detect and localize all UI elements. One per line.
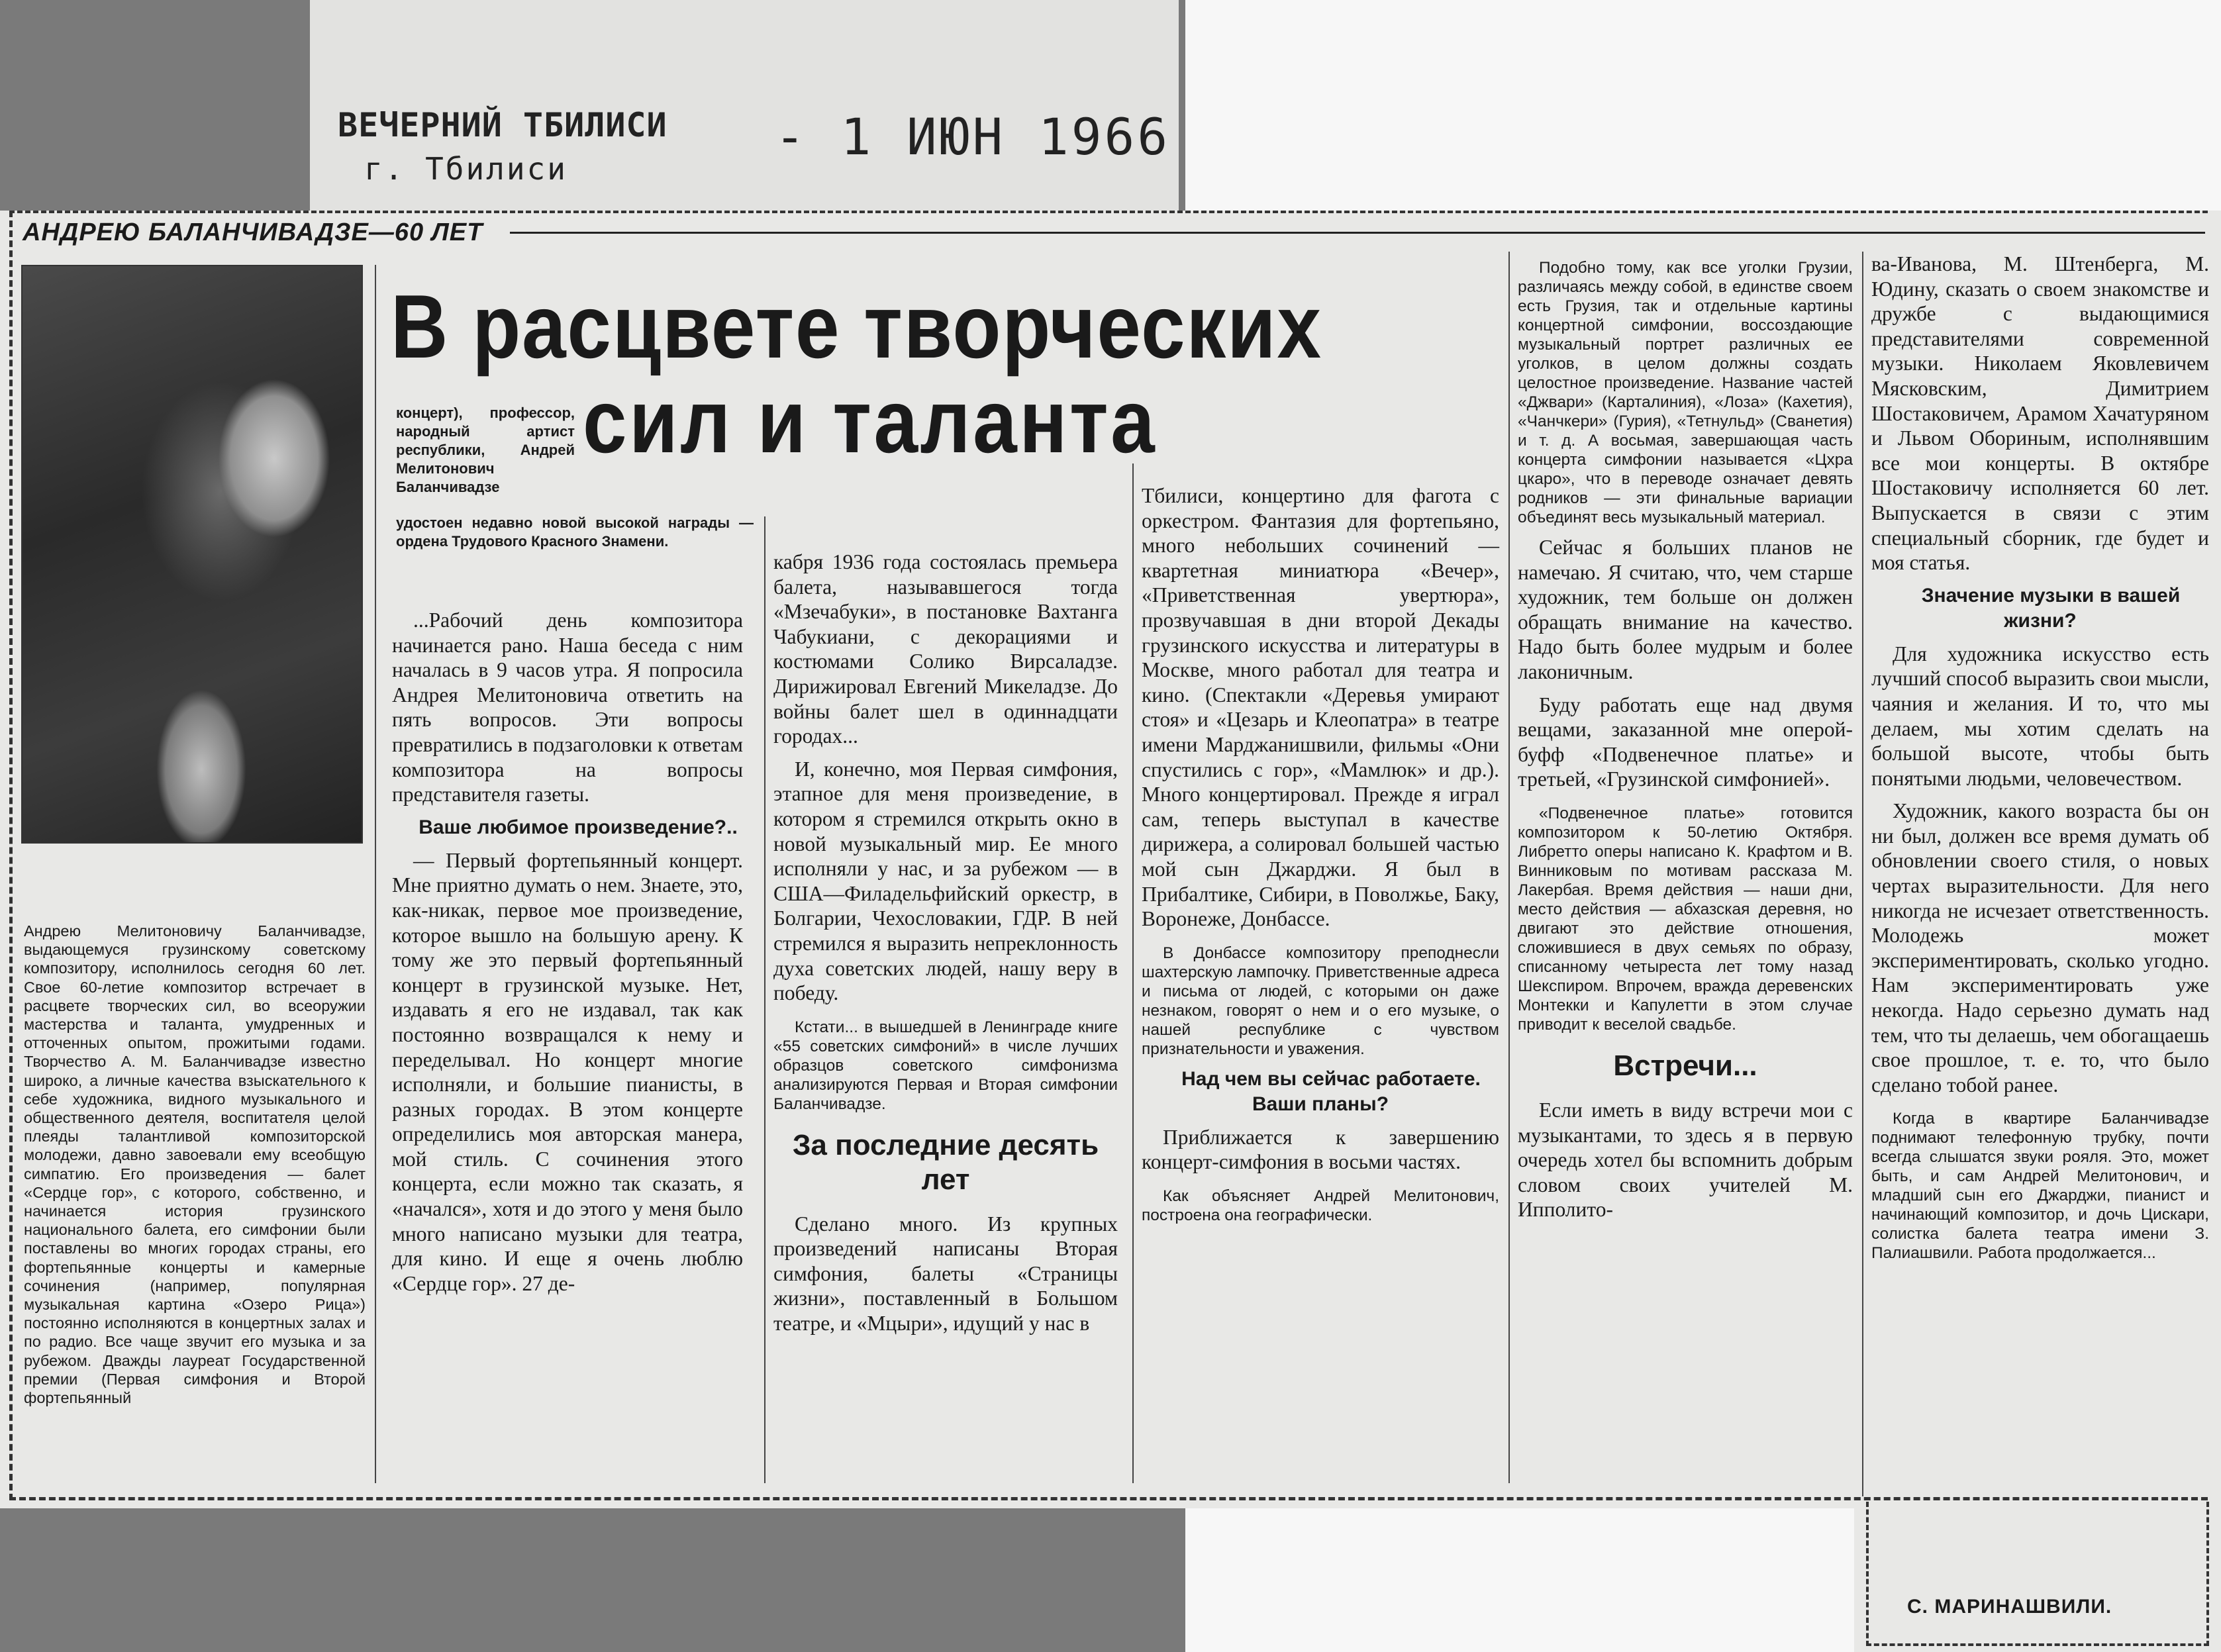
column-rule (1132, 463, 1134, 1483)
column-2 (773, 550, 1118, 1344)
column-3 (1142, 483, 1499, 1233)
author-signature: С. МАРИНАШВИЛИ. (1907, 1596, 2112, 1618)
col4-paragraph: Если иметь в виду встречи мои с музыкантами, то здесь я в первую очередь хотел бы вспомнить добрым словом своих учителей М. Ипполито- (1518, 1098, 1853, 1222)
section-heading: Встречи... (1613, 1049, 1757, 1082)
column-rule (1862, 252, 1863, 1496)
col2-paragraph: И, конечно, моя Первая симфония, этапное для меня произведение, в котором я стремился открыть окно в новой музыкальный мир. Ее много исполняли у нас, и за рубежом — в США—Филадельфийский оркестр, в Болгарии, Чехословакии, ГДР. В ней стремился я выразить непреклонность духа советских людей, нашу веру в победу. (773, 757, 1118, 1005)
question-heading: Ваше любимое произведение?.. (419, 816, 738, 838)
col4-paragraph: Буду работать еще над двумя вещами, заказанной мне оперой-буфф «Подвенечное платье» и третьей, «Грузинской симфонией». (1518, 693, 1853, 791)
stamp-city: г. Тбилиси (364, 151, 568, 187)
portrait-photo (21, 265, 363, 844)
section-heading: За последние десять лет (792, 1128, 1099, 1196)
col3-paragraph: Тбилиси, концертино для фагота с оркестром. Фантазия для фортепьяно, много небольших сочинений — квартетная миниатюра «Вечер», «Приветственная увертюра», прозвучавшая в дни второй Декады грузинского искусства и литературы в Москве, много работал для театра и кино. (Спектакли «Деревья умирают стоя» и «Цезарь и Клеопатра» в театре имени Марджанишвили, фильмы «Они спустились с гор», «Мамлюк» и др.). Много концертировал. Прежде я играл сам, теперь выступал в качестве дирижера, а солировал большей частью мой сын Джарджи. Я был в Прибалтике, Сибири, в Поволжье, Баку, Воронеже, Донбассе. (1142, 484, 1499, 931)
rubric-rule (510, 232, 2205, 234)
col5-paragraph: Для художника искусство есть лучший способ выразить свои мысли, чаяния и желания. И то, что мы делаем, мы хотим сделать на большой высоте, чтобы быть понятыми людьми, человечеством. (1871, 642, 2209, 790)
column-5 (1871, 252, 2209, 1271)
rubric: АНДРЕЮ БАЛАНЧИВАДЗЕ—60 ЛЕТ (23, 219, 483, 246)
col2-paragraph: кабря 1936 года состоялась премьера балета, называвшегося тогда «Мзечабуки», в постановке Вахтанга Чабукиани, с декорациями и костюмами Солико Вирсаладзе. Дирижировал Евгений Микеладзе. До войны балет шел в одиннадцати городах... (773, 550, 1118, 748)
col2-note: Кстати... в вышедшей в Ленинграде книге «55 советских симфоний» в числе лучших образцов советского симфонизма анализируются Первая и Вторая симфонии Баланчивадзе. (773, 1018, 1118, 1113)
column-rule (375, 265, 376, 1483)
question-heading: Над чем вы сейчас работаете. Ваши планы? (1181, 1067, 1481, 1115)
headline-line-1: В расцвете творческих (391, 276, 1322, 377)
lead-part-1: концерт), профессор, народный артист республики, Андрей Мелитонович Баланчивадзе (396, 405, 575, 495)
col5-paragraph: ва-Иванова, М. Штенберга, М. Юдину, сказать о своем знакомстве и дружбе с выдающимися представителями современной музыки. Николаем Яковлевичем Мясковским, Димитрием Шостаковичем, Арамом Хачатуряном и Львом Обориным, исполнявшим все мои концерты. В октябре Шостаковичу исполняется 60 лет. Выпускается в связи с этим специальный сборник, где будет и моя статья. (1871, 252, 2209, 575)
photo-caption: Андрею Мелитоновичу Баланчивадзе, выдающемуся грузинскому советскому композитору, исполнилось сегодня 60 лет. Свое 60-летие композитор встречает в расцвете творческих сил, во всеоружии мастерства и таланта, умудренных и отточенных опытом, прожитыми годами. Творчество А. М. Баланчивадзе известно широко, а личные качества взыскательного к себе художника, видного музыкального и общественного деятеля, воспитателя целой плеяды талантливой композиторской молодежи, давно завоевали ему всеобщую симпатию. Его произведения — балет «Сердце гор», с которого, собственно, и начинается история грузинского национального балета, его симфонии были поставлены во многих городах страны, его фортепьянные концерты и камерные сочинения (например, популярная музыкальная картина «Озеро Рица») постоянно исполняются в концертных залах и по радио. Все чаще звучит его музыка и за рубежом. Дважды лауреат Государственной премии (Первая симфония и Второй фортепьянный (24, 922, 366, 1407)
headline-line-2: сил и таланта (583, 371, 1158, 471)
col1-paragraph: — Первый фортепьянный концерт. Мне приятно думать о нем. Знаете, это, как-никак, первое мое произведение, которое вышло на большую арену. К тому же это первый фортепьянный концерт в грузинской музыке. Нет, издавать я его не издавал, так как постоянно возвращался к нему и переделывал. Но концерт многие исполняли, и большие пианисты, в разных городах. В этом концерте определились моя авторская манера, мой стиль. С сочинения этого концерта, если можно так сказать, я «начался», хотя и до этого у меня было много написано музыки для театра, для кино. И еще я очень люблю «Сердце гор». 27 де- (392, 848, 743, 1295)
column-rule (1508, 252, 1510, 1483)
col4-paragraph: Сейчас я больших планов не намечаю. Я считаю, что, чем старше художник, тем больше он должен обращать внимание на качество. Надо быть более мудрым и более лаконичным. (1518, 536, 1853, 683)
lead-part-2: удостоен недавно новой высокой награды — ордена Трудового Красного Знамени. (396, 514, 754, 550)
col1-paragraph: ...Рабочий день композитора начинается рано. Наша беседа с ним началась в 9 часов утра. Я попросила Андрея Мелитоновича ответить на пять вопросов. Эти вопросы превратились в подзаголовки к ответам композитора на вопросы представителя газеты. (392, 608, 743, 806)
col3-note: Как объясняет Андрей Мелитонович, построена она географически. (1142, 1187, 1499, 1224)
column-4 (1518, 258, 1853, 1230)
question-heading: Значение музыки в вашей жизни? (1921, 584, 2181, 632)
col3-note: В Донбассе композитору преподнесли шахтерскую лампочку. Приветственные адреса и письма от людей, с которыми он даже незнаком, говорят о нем и о его музыке, о нашей республике с чувством признательности и уважения. (1142, 944, 1499, 1058)
col2-paragraph: Сделано много. Из крупных произведений написаны Вторая симфония, балеты «Страницы жизни», поставленный в Большом театре, и «Мцыри», идущий у нас в (773, 1212, 1118, 1336)
clipping-tail-border (1866, 1502, 2209, 1646)
stamp-newspaper-name: ВЕЧЕРНИЙ ТБИЛИСИ (338, 106, 667, 144)
col3-paragraph: Приближается к завершению концерт-симфония в восьми частях. (1142, 1125, 1499, 1174)
col4-note: Подобно тому, как все уголки Грузии, различаясь между собой, в единстве своем есть Грузия, так и отдельные картины концертной симфонии, воссоздающие музыкальный портрет различных ее уголков, в целом должны создать целостное произведение. Название частей «Джвари» (Карталиния), «Лоза» (Кахетия), «Чанчкери» (Гурия), «Тетнульд» (Сванетия) и т. д. А восьмая, завершающая часть концерта симфонии называется «Цхра цкаро», что в переводе означает девять родников — эти финальные вариации объединят весь музыкальный материал. (1518, 259, 1853, 526)
col5-paragraph: Художник, какого возраста бы он ни был, должен все время думать об обновлении своего стиля, о новых чертах выразительности. Для него никогда не исчезает ответственность. Молодежь может экспериментировать, сколько угодно. Нам экспериментировать уже некогда. Надо серьезно думать над тем, что ты делаешь, чем обогащаешь свое прошлое, т. е. то, что было сделано тобой ранее. (1871, 799, 2210, 1096)
stamp-date: - 1 ИЮН 1966 (775, 107, 1171, 166)
col5-note: Когда в квартире Баланчивадзе поднимают телефонную трубку, почти всегда слышатся звуки рояля. Это, может быть, и сам Андрей Мелитонович, и младший сын его Джарджи, пианист и начинающий композитор, и дочь Цискари, солистка балета театра имени З. Палиашвили. Работа продолжается... (1871, 1110, 2209, 1263)
column-1 (392, 608, 743, 1304)
col4-note: «Подвенечное платье» готовится композитором к 50-летию Октября. Либретто оперы написано К. Крафтом и В. Винниковым по мотивам рассказа М. Лакербая. Время действия — наши дни, место действия — абхазская деревня, но двигают это действие отношения, сложившиеся в двух семьях по образу, списанному четыреста лет тому назад Шекспиром. Впрочем, вражда деревенских Монтекки и Капулетти в этом случае приводит к веселой свадьбе. (1518, 804, 1853, 1034)
column-rule (764, 516, 765, 1483)
